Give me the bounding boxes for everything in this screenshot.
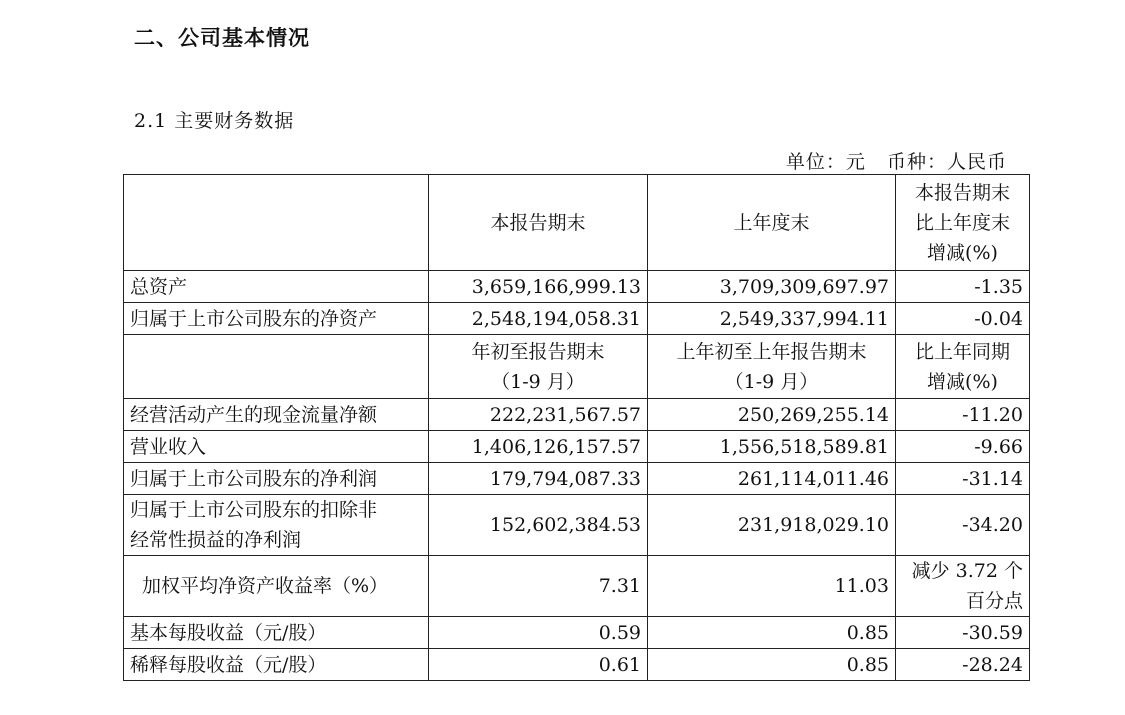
table-row — [124, 495, 1030, 556]
subheader-ytd-line1: 年初至报告期末 — [471, 340, 605, 363]
row-change: -0.04 — [896, 303, 1030, 335]
subheader-yoy-line1: 比上年同期 — [914, 340, 1010, 363]
table-row — [124, 271, 1030, 303]
row-label: 总资产 — [124, 271, 429, 303]
row-change-line2: 百分点 — [965, 590, 1023, 612]
row-label: 营业收入 — [124, 431, 429, 463]
row-change: -1.35 — [896, 271, 1030, 303]
header-change-line2: 比上年度末 — [914, 211, 1010, 234]
row-label-line1: 归属于上市公司股东的扣除非 — [130, 499, 378, 521]
row-change: -31.14 — [896, 463, 1030, 495]
header-blank-cell — [124, 175, 429, 271]
row-value-current: 152,602,384.53 — [429, 495, 648, 556]
header-change-line3: 增减(%) — [927, 241, 998, 264]
row-value-prior: 2,549,337,994.11 — [648, 303, 896, 335]
table-row — [124, 649, 1030, 681]
row-value-current: 3,659,166,999.13 — [429, 271, 648, 303]
table-row — [124, 463, 1030, 495]
subheader-yoy-change — [896, 335, 1030, 399]
table-row — [124, 556, 1030, 617]
header-period-end: 本报告期末 — [429, 175, 648, 271]
row-value-prior: 11.03 — [648, 556, 896, 617]
row-change: -11.20 — [896, 399, 1030, 431]
subheader-prior-ytd-line2: （1-9 月） — [724, 370, 819, 393]
unit-currency-note: 单位：元 币种：人民币 — [785, 151, 1007, 173]
table-row — [124, 617, 1030, 649]
row-value-current: 7.31 — [429, 556, 648, 617]
row-label-deducted — [124, 495, 429, 556]
header-prior-year-end: 上年度末 — [648, 175, 896, 271]
subheader-ytd-line2: （1-9 月） — [491, 370, 585, 393]
section-title: 二、公司基本情况 — [134, 26, 310, 50]
table-row — [124, 303, 1030, 335]
row-value-current: 1,406,126,157.57 — [429, 431, 648, 463]
row-label: 基本每股收益（元/股） — [124, 617, 429, 649]
financial-data-table — [123, 174, 1030, 681]
header-change-line1: 本报告期末 — [914, 181, 1010, 204]
subheader-blank-cell — [124, 335, 429, 399]
row-value-prior: 231,918,029.10 — [648, 495, 896, 556]
row-label: 归属于上市公司股东的净利润 — [124, 463, 429, 495]
row-value-prior: 261,114,011.46 — [648, 463, 896, 495]
row-value-current: 0.61 — [429, 649, 648, 681]
subsection-title: 2.1 主要财务数据 — [134, 110, 295, 132]
table-subheader-row — [124, 335, 1030, 399]
table-row — [124, 399, 1030, 431]
row-value-prior: 1,556,518,589.81 — [648, 431, 896, 463]
row-change-roe — [896, 556, 1030, 617]
subheader-prior-ytd-line1: 上年初至上年报告期末 — [676, 340, 867, 363]
row-value-current: 222,231,567.57 — [429, 399, 648, 431]
row-change-line1: 减少 3.72 个 — [911, 560, 1023, 582]
row-change: -34.20 — [896, 495, 1030, 556]
row-value-current: 179,794,087.33 — [429, 463, 648, 495]
row-value-current: 2,548,194,058.31 — [429, 303, 648, 335]
subheader-yoy-line2: 增减(%) — [927, 370, 998, 393]
row-label: 经营活动产生的现金流量净额 — [124, 399, 429, 431]
row-value-prior: 3,709,309,697.97 — [648, 271, 896, 303]
table-header-row — [124, 175, 1030, 271]
row-label-line2: 经常性损益的净利润 — [130, 529, 302, 551]
row-value-prior: 0.85 — [648, 617, 896, 649]
row-change: -9.66 — [896, 431, 1030, 463]
row-label: 加权平均净资产收益率（%） — [124, 556, 429, 617]
row-change: -28.24 — [896, 649, 1030, 681]
row-value-prior: 250,269,255.14 — [648, 399, 896, 431]
row-label: 稀释每股收益（元/股） — [124, 649, 429, 681]
row-label: 归属于上市公司股东的净资产 — [124, 303, 429, 335]
row-value-current: 0.59 — [429, 617, 648, 649]
subheader-prior-ytd — [648, 335, 896, 399]
header-change-pct — [896, 175, 1030, 271]
row-value-prior: 0.85 — [648, 649, 896, 681]
subheader-ytd — [429, 335, 648, 399]
table-row — [124, 431, 1030, 463]
row-change: -30.59 — [896, 617, 1030, 649]
